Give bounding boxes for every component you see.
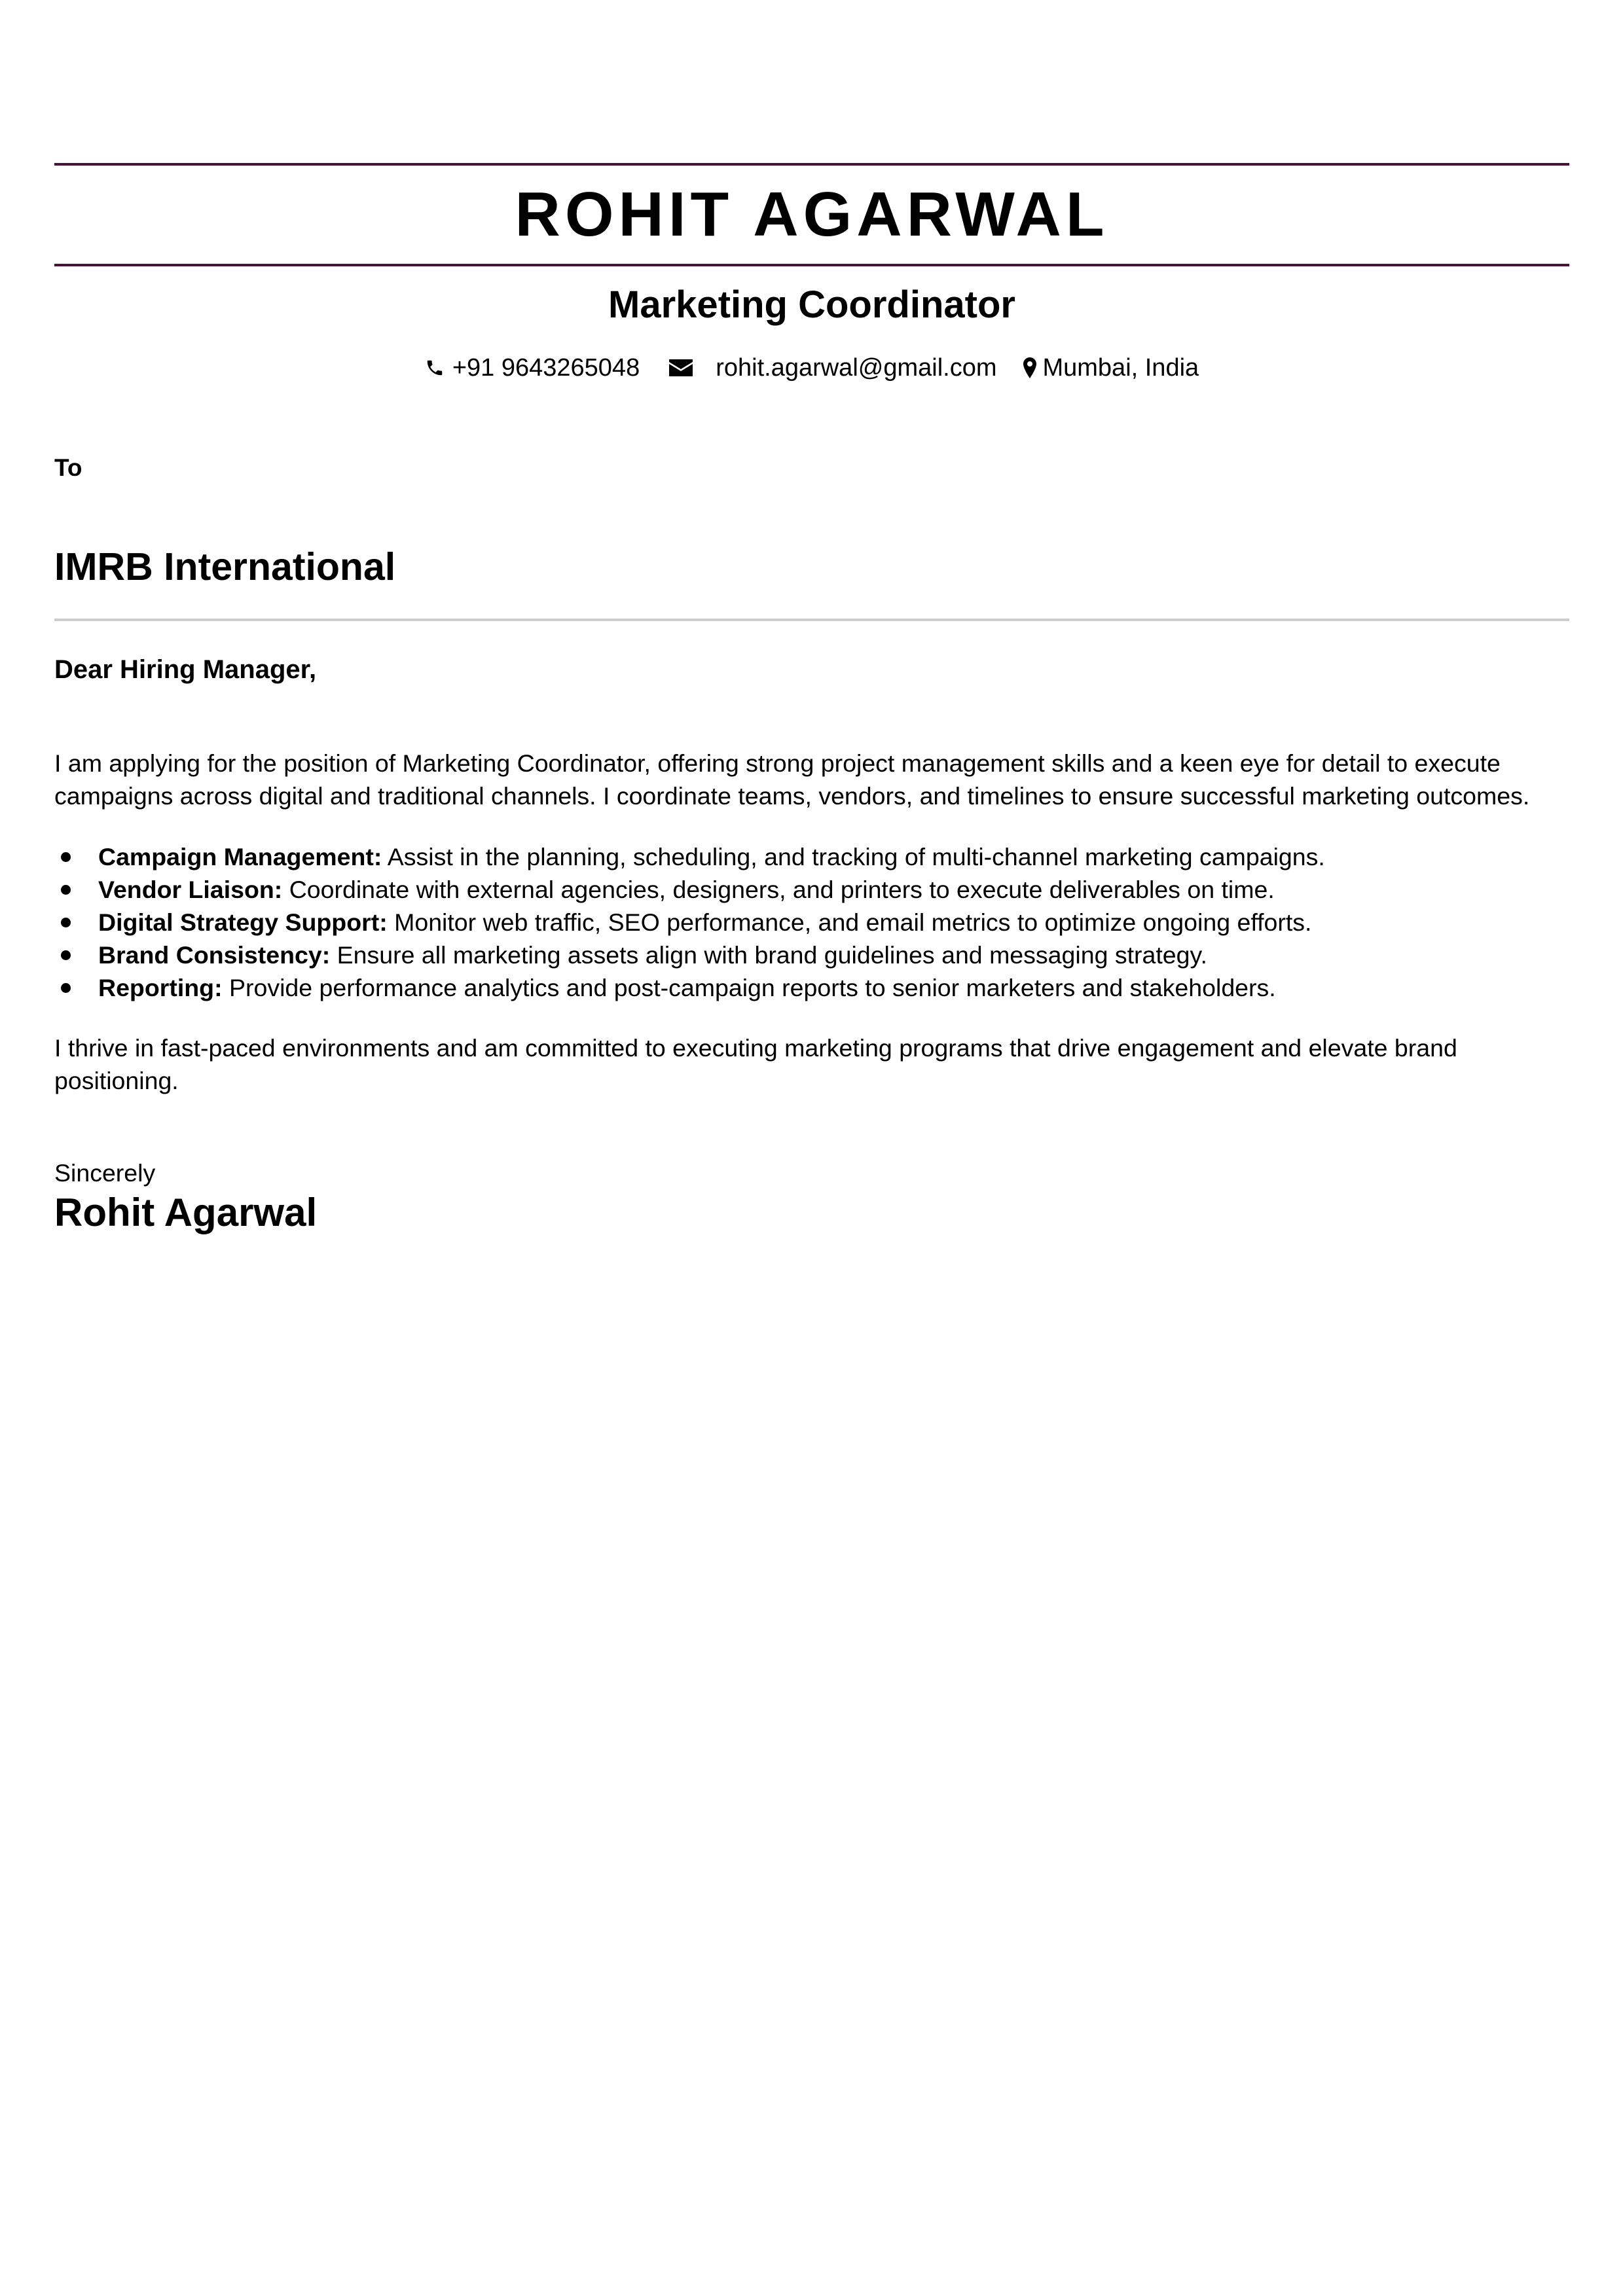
section-divider <box>54 619 1569 621</box>
bullet-icon <box>61 983 71 993</box>
contact-row <box>54 348 1569 387</box>
envelope-icon <box>668 358 693 378</box>
list-item <box>54 906 1569 939</box>
list-item <box>54 873 1569 906</box>
job-title: Marketing Coordinator <box>608 283 1015 326</box>
location-text: Mumbai, India <box>1042 354 1199 382</box>
recipient-company: IMRB International <box>54 545 396 588</box>
list-item <box>54 971 1569 1004</box>
header-bottom-rule <box>54 264 1569 266</box>
phone-number: +91 9643265048 <box>452 354 640 382</box>
email-address: rohit.agarwal@gmail.com <box>716 354 997 382</box>
closing-paragraph: I thrive in fast-paced environments and am committed to executing marketing programs that drive engagement and elevate brand positioning. <box>54 1034 1457 1094</box>
list-item-text: Coordinate with external agencies, designers, and printers to execute deliverables on time. <box>282 876 1275 903</box>
list-item-text: Monitor web traffic, SEO performance, and email metrics to optimize ongoing efforts. <box>387 908 1312 936</box>
highlights-list <box>54 840 1569 1004</box>
list-item-text: Ensure all marketing assets align with brand guidelines and messaging strategy. <box>330 941 1207 969</box>
map-pin-icon <box>1023 357 1037 379</box>
contact-location <box>1023 348 1199 387</box>
signoff: Sincerely <box>54 1159 156 1187</box>
phone-icon <box>425 357 445 378</box>
list-item-label: Digital Strategy Support: <box>98 908 388 936</box>
list-item-label: Brand Consistency: <box>98 941 331 969</box>
list-item <box>54 840 1569 873</box>
list-item-label: Reporting: <box>98 974 223 1001</box>
intro-paragraph: I am applying for the position of Marketing Coordinator, offering strong project management skills and a keen eye for detail to execute campaigns across digital and traditional channels. I coordinate teams, vendors, and timelines to ensure successful marketing outcomes. <box>54 749 1530 810</box>
salutation: Dear Hiring Manager, <box>54 655 317 684</box>
bullet-icon <box>61 950 71 960</box>
list-item-text: Provide performance analytics and post-campaign reports to senior marketers and stakeholders. <box>222 974 1276 1001</box>
header-top-rule <box>54 163 1569 166</box>
bullet-icon <box>61 885 71 895</box>
list-item-label: Campaign Management: <box>98 843 382 870</box>
contact-phone <box>425 348 640 387</box>
contact-email <box>668 348 996 387</box>
list-item-text: Assist in the planning, scheduling, and tracking of multi-channel marketing campaigns. <box>382 843 1325 870</box>
bullet-icon <box>61 852 71 862</box>
list-item-label: Vendor Liaison: <box>98 876 283 903</box>
bullet-icon <box>61 918 71 927</box>
to-label: To <box>54 454 82 481</box>
applicant-name: ROHIT AGARWAL <box>515 179 1109 249</box>
signature-name: Rohit Agarwal <box>54 1191 318 1234</box>
list-item <box>54 939 1569 971</box>
